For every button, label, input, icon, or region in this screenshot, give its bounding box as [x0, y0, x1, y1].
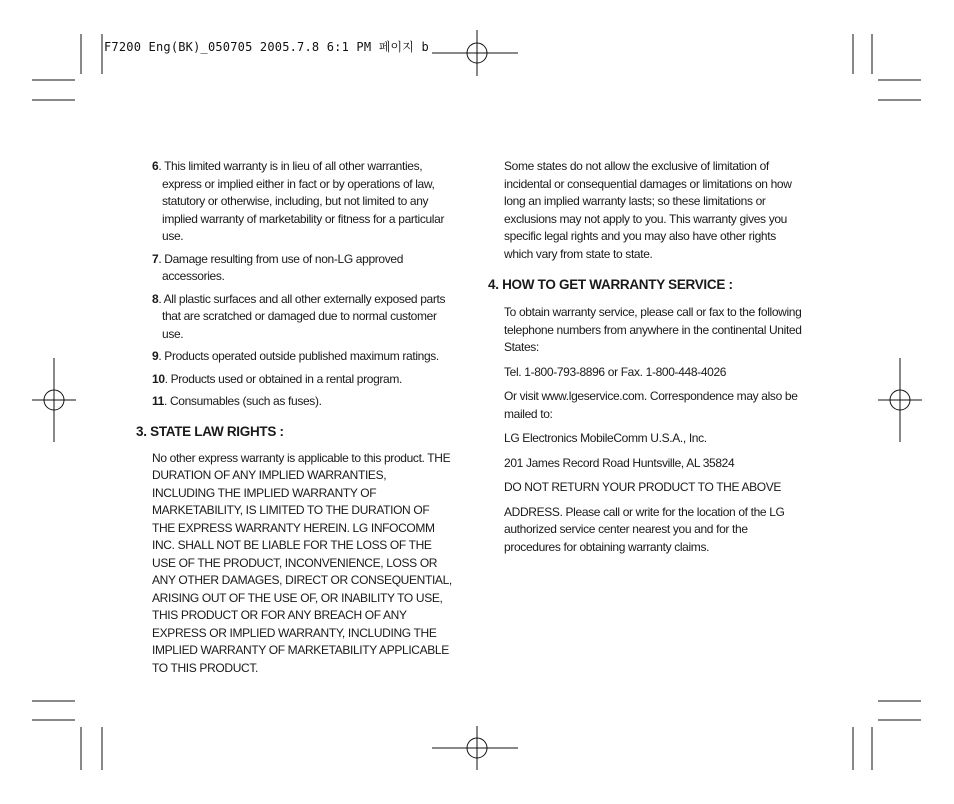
item-text: . This limited warranty is in lieu of all other warranties, express or implied either in fact or by operations of law, statutory or otherwise, including, but not limited to any implied warranty of marketability or fitness for a particular use.	[158, 159, 445, 243]
item-number: 11	[152, 394, 164, 408]
section-heading-warranty-service: 4. HOW TO GET WARRANTY SERVICE :	[488, 277, 733, 292]
right-column	[488, 158, 804, 563]
service-center-text: ADDRESS. Please call or write for the location of the LG authorized service center nearest you and for the procedures for obtaining warranty claims.	[504, 504, 785, 554]
item-text: . Consumables (such as fuses).	[164, 394, 322, 408]
mailing-address: 201 James Record Road Huntsville, AL 35824	[504, 455, 735, 470]
print-slug-line: F7200 Eng(BK)_050705 2005.7.8 6:1 PM 페이지 b	[104, 40, 429, 54]
return-warning: DO NOT RETURN YOUR PRODUCT TO THE ABOVE	[504, 480, 782, 494]
company-name: LG Electronics MobileComm U.S.A., Inc.	[504, 431, 707, 445]
item-text: . Products operated outside published maximum ratings.	[158, 349, 439, 363]
item-text: . All plastic surfaces and all other externally exposed parts that are scratched or damaged due to normal customer use.	[158, 291, 446, 341]
website-text: Or visit www.lgeservice.com. Correspondence may also be mailed to:	[504, 389, 798, 421]
warranty-exclusion-item	[152, 371, 452, 389]
warranty-exclusion-item	[152, 158, 452, 246]
warranty-exclusion-item	[152, 251, 452, 286]
state-limitations-text: Some states do not allow the exclusive of limitation of incidental or consequential damages or limitations on how long an implied warranty lasts; so these limitations or exclusions may not apply to you. This warranty gives you specific legal rights and you may also have other rights which vary from state to state.	[504, 159, 792, 261]
item-text: . Damage resulting from use of non-LG approved accessories.	[158, 251, 404, 283]
service-instructions: To obtain warranty service, please call or fax to the following telephone numbers from anywhere in the continental United States:	[504, 305, 802, 354]
item-number: 7	[152, 251, 159, 266]
item-text: . Products used or obtained in a rental program.	[164, 371, 403, 386]
warranty-exclusion-item	[152, 348, 452, 366]
warranty-exclusion-item	[152, 393, 452, 411]
left-column	[136, 158, 452, 684]
item-number: 9	[152, 349, 159, 363]
state-law-rights-text: No other express warranty is applicable to this product. THE DURATION OF ANY IMPLIED WARRANTIES, INCLUDING THE IMPLIED WARRANTY OF MARKETABILITY, IS LIMITED TO THE DURATION OF THE EXPRESS WARRANTY HEREIN. LG INFOCOMM INC. SHALL NOT BE LIABLE FOR THE LOSS OF THE USE OF THE PRODUCT, INCONVENIENCE, LOSS OR ANY OTHER DAMAGES, DIRECT OR CONSEQUENTIAL, ARISING OUT OF THE USE OF, OR INABILITY TO USE, THIS PRODUCT OR FOR ANY BREACH OF ANY EXPRESS OR IMPLIED WARRANTY, INCLUDING THE IMPLIED WARRANTY OF MARKETABILITY APPLICABLE TO THIS PRODUCT.	[152, 450, 452, 675]
phone-fax-numbers: Tel. 1-800-793-8896 or Fax. 1-800-448-4026	[504, 364, 727, 379]
section-heading-state-law-rights: 3. STATE LAW RIGHTS :	[136, 423, 284, 439]
item-number: 6	[152, 159, 159, 173]
warranty-exclusion-item	[152, 291, 452, 344]
item-number: 10	[152, 371, 165, 386]
item-number: 8	[152, 291, 159, 306]
